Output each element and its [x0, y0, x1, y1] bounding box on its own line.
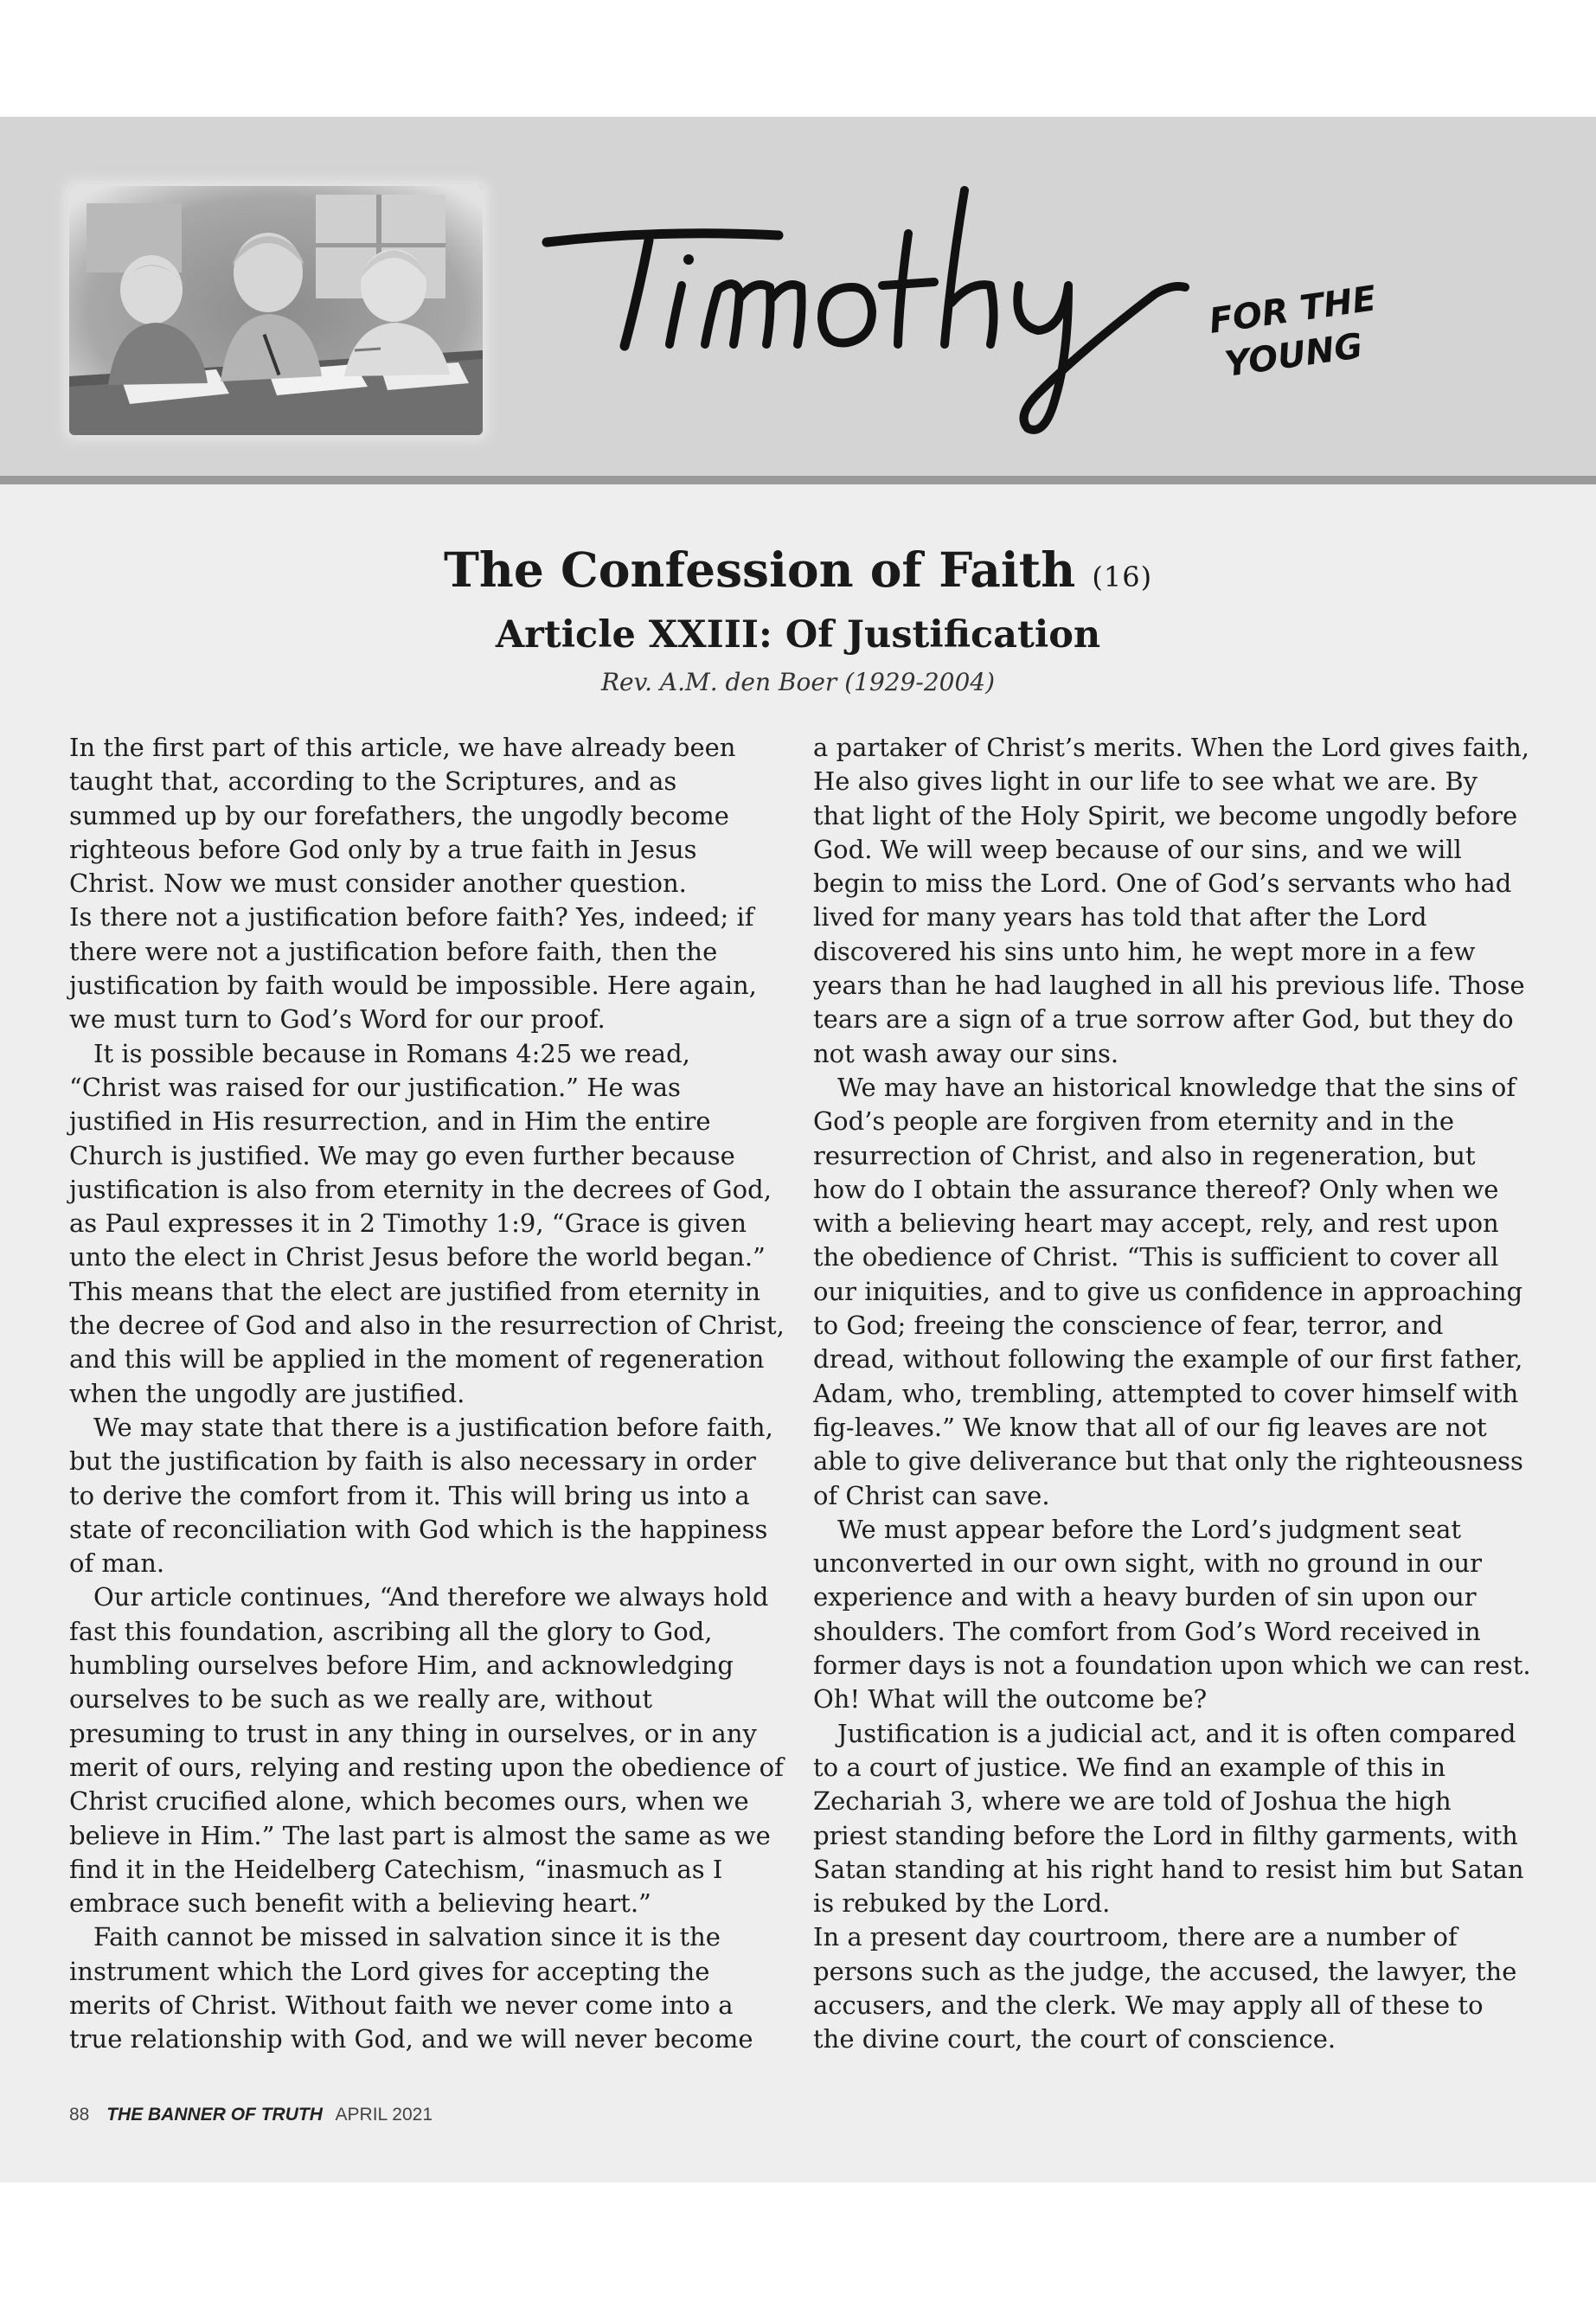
page-number: 88 — [69, 2105, 90, 2125]
for-the-young-tagline — [1207, 279, 1379, 385]
page-footer — [69, 2105, 433, 2125]
paragraph: We may state that there is a justification before faith, but the justification by faith is also necessary in order to derive the comfort from it. This will bring us into a state of reconciliation with God which is the happiness of man. — [69, 1412, 773, 1579]
tagline-line1: FOR THE — [1206, 279, 1379, 342]
issue-date: APRIL 2021 — [335, 2105, 433, 2125]
article-title: The Confession of Faith — [443, 542, 1076, 598]
article-heading — [0, 536, 1596, 704]
paragraph: Faith cannot be missed in salvation since it is the instrument which the Lord gives for accepting the merits of Christ. Without faith we never come into a true relationship with God, and we will never become — [69, 1922, 753, 2054]
paragraph: We must appear before the Lord’s judgment seat unconverted in our own sight, with no ground in our experience and with a heavy burden of sin upon our shoulders. The comfort from God’s Word received in former days is not a foundation upon which we can rest. Oh! What will the outcome be? — [813, 1514, 1531, 1715]
paragraph: a partaker of Christ’s merits. When the Lord gives faith, He also gives light in our life to see what we are. By that light of the Holy Spirit, we become ungodly before God. We will weep because of our sins, and we will begin to miss the Lord. One of God’s servants who had lived for many years has told that after the Lord discovered his sins unto him, he wept more in a few years than he had laughed in all his previous life. Those tears are a sign of a true sorrow after God, but they do not wash away our sins. — [813, 733, 1529, 1068]
header-divider — [0, 476, 1596, 484]
paragraph: Justification is a judicial act, and it is often compared to a court of justice. We find an example of this in Zechariah 3, where we are told of Joshua the high priest standing before the Lord in filthy garments, with Satan standing at his right hand to resist him but Satan is rebuked by the Lord. — [813, 1718, 1524, 1919]
body-column-left — [69, 731, 787, 2057]
article-title-line — [0, 536, 1596, 611]
article-byline: Rev. A.M. den Boer (1929-2004) — [600, 668, 996, 696]
paragraph: Is there not a justification before faith? Yes, indeed; if there were not a justification before faith, then the justification by faith would be impossible. Here again, we must turn to God’s Word for our proof. — [69, 902, 757, 1035]
article-number: (16) — [1092, 561, 1153, 593]
paragraph: We may have an historical knowledge that the sins of God’s people are forgiven from eternity and in the resurrection of Christ, and also in regeneration, but how do I obtain the assurance thereof? Only when we with a believing heart may accept, rely, and rest upon the obedience of Christ. “This is sufficient to cover all our iniquities, and to give us confidence in approaching to God; freeing the conscience of fear, terror, and dread, without following the example of our first father, Adam, who, trembling, attempted to cover himself with fig-leaves.” We know that all of our fig leaves are not able to give deliverance but that only the righteousness of Christ can save. — [813, 1072, 1523, 1510]
paragraph: Our article continues, “And therefore we always hold fast this foundation, ascribing all the glory to God, humbling ourselves before Him, and acknowledging ourselves to be such as we really are, without presuming to trust in any thing in ourselves, or in any merit of ours, relying and resting upon the obedience of Christ crucified alone, which becomes ours, when we believe in Him.” The last part is almost the same as we find it in the Heidelberg Catechism, “inasmuch as I embrace such benefit with a believing heart.” — [69, 1582, 784, 1919]
body-column-right — [813, 731, 1531, 2057]
timothy-masthead — [528, 138, 1393, 458]
magazine-name: THE BANNER OF TRUTH — [106, 2105, 323, 2125]
paragraph: In a present day courtroom, there are a number of persons such as the judge, the accused, the lawyer, the accusers, and the clerk. We may apply all of these to the divine court, the court of conscience. — [813, 1922, 1517, 2054]
article-subtitle: Article XXIII: Of Justification — [495, 613, 1101, 657]
paragraph: In the first part of this article, we have already been taught that, according to the Scriptures, and as summed up by our forefathers, the ungodly become righteous before God only by a true faith in Jesus Christ. Now we must consider another question. — [69, 733, 736, 899]
paragraph: It is possible because in Romans 4:25 we read, “Christ was raised for our justification.” He was justified in His resurrection, and in Him the entire Church is justified. We may go even further because justification is also from eternity in the decrees of God, as Paul expresses it in 2 Timothy 1:9, “Grace is given unto the elect in Christ Jesus before the world began.” This means that the elect are justified from eternity in the decree of God and also in the resurrection of Christ, and this will be applied in the moment of regeneration when the ungodly are justified. — [69, 1038, 785, 1408]
children-writing-photo — [69, 186, 483, 435]
tagline-line2: YOUNG — [1221, 326, 1366, 385]
